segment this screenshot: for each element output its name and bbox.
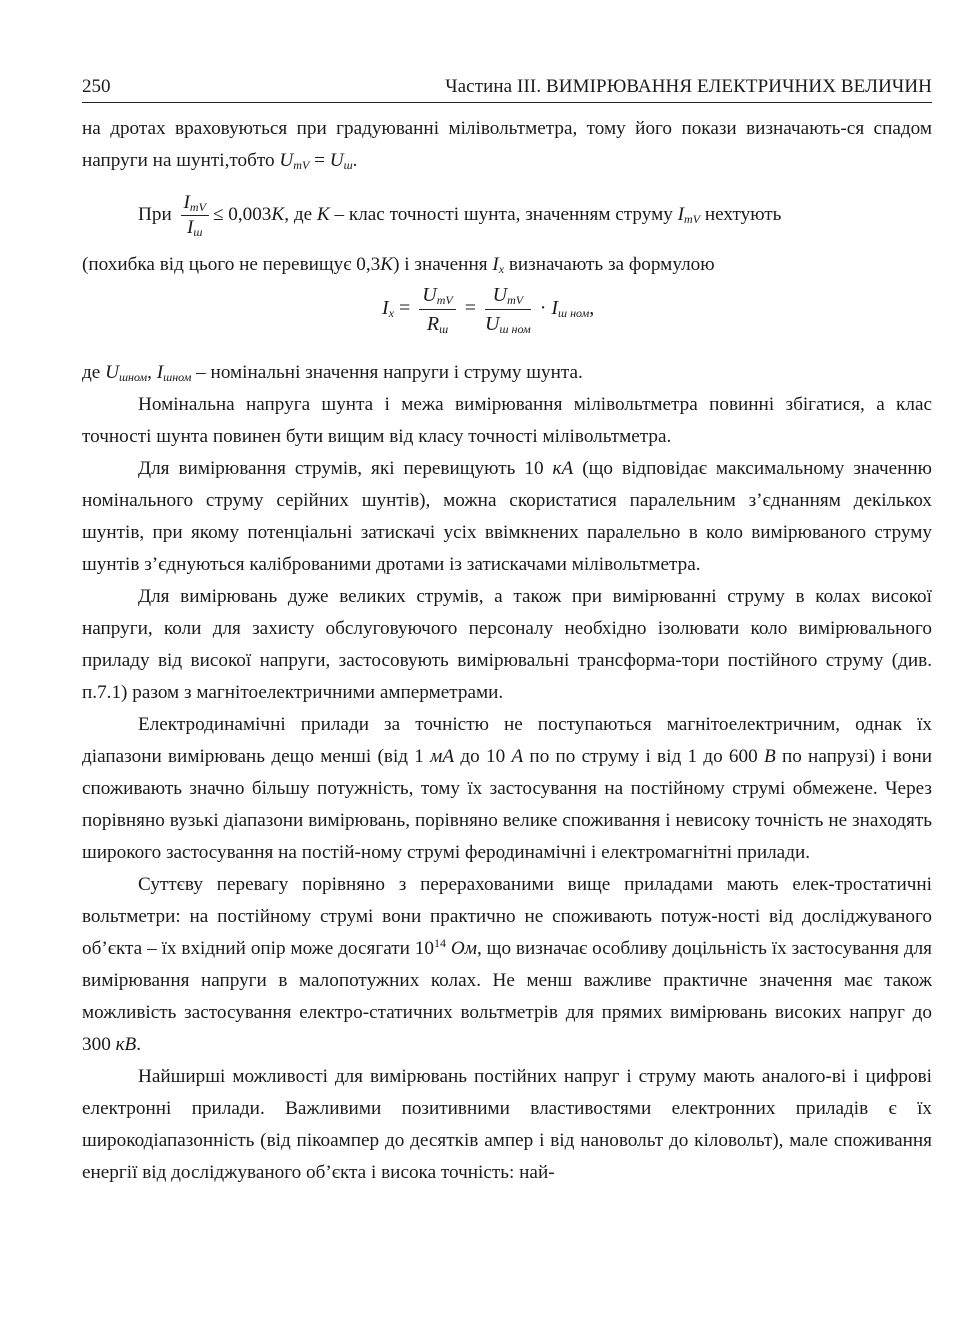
condition-fraction: $\frac{I_{mV}}{I_ш}$ <box>181 191 209 240</box>
paragraph-5: Для вимірювання струмів, які перевищують 10 кА (що відповідає максимальному значенню номінального струму серійних шунтів), можна скористатися паралельним з’єднанням декількох шунтів, при якому потенціальні затискачі усіх ввімкнених паралельно в коло вимірюваного струму шунтів з’єднуються каліброваними дротами із затискачами мілівольтметра. <box>82 458 932 575</box>
paragraph-8: Суттєву перевагу порівняно з перерахованими вище приладами мають елек-тростатичні вольтметри: на постійному струмі вони практично не споживають потуж-ності від досліджуваного об’єкта – їх вхідний опір може досягати $10^{14}$ Ом, що визначає особливу доцільність їх застосування для вимірювання напруги в малопотужних колах. Не менш важливе практичне значення має також можливість застосування електро-статичних вольтметрів для прямих вимірювань високих напруг до 300 кВ. <box>82 874 933 1055</box>
fraction-1: $\frac{U_{mV}}{R_ш}$ <box>419 281 455 338</box>
paragraph-2: (похибка від цього не перевищує 0,3K) і значення $I_x$ визначають за формулою <box>82 254 715 276</box>
page-number: 250 <box>82 76 111 97</box>
paragraph-6: Для вимірювань дуже великих струмів, а також при вимірюванні струму в колах високої напруги, коли для захисту обслуговуючого персоналу необхідно ізолювати коло вимірювального приладу від високої напруги, застосовують вимірювальні трансформа-тори постійного струму (див. п.7.1) разом з магнітоелектричними амперметрами. <box>82 586 932 703</box>
paragraph-9: Найширші можливості для вимірювань постійних напруг і струму мають аналого-ві і цифрові електронні прилади. Важливими позитивними властивостями електронних приладів є їх широкодіапазонність (від пікоампер до десятків ампер і від нановольт до кіловольт), мале споживання енергії від досліджуваного об’єкта і висока точність: най- <box>82 1066 932 1183</box>
paragraph-7: Електродинамічні прилади за точністю не поступаються магнітоелектричним, однак їх діапазони вимірювань дещо менші (від 1 мА до 10 А по по струму і від 1 до 600 В по напрузі) і вони споживають значно більшу потужність, тому їх застосування на постійному струмі обмежене. Через порівняно вузькі діапазони вимірювань, порівняно велике споживання і невисоку точність не знаходять широкого застосування на постій-ному струмі феродинамічні і електромагнітні прилади. <box>82 714 932 863</box>
document-page <box>82 0 932 1332</box>
running-title: Частина ІІІ. ВИМІРЮВАННЯ ЕЛЕКТРИЧНИХ ВЕЛИЧИН <box>445 76 932 97</box>
fraction-2: $\frac{U_{mV}}{U_{ш ном}}$ <box>485 281 531 338</box>
page-header <box>82 76 932 103</box>
paragraph-4: Номінальна напруга шунта і межа вимірювання мілівольтметра повинні збігатися, а клас точності шунта повинен бути вищим від класу точності мілівольтметра. <box>82 394 932 447</box>
condition-line: При $\frac{I_{mV}}{I_ш}$ ≤ 0,003K, де K – клас точності шунта, значенням струму $I_{mV}$ нехтують <box>138 192 782 239</box>
paragraph-3: де $U_{шном}$, $I_{шном}$ – номінальні значення напруги і струму шунта. <box>82 362 583 384</box>
paragraph-1: на дротах враховуються при градуюванні мілівольтметра, тому його покази визначають-ся спадом напруги на шунті,тобто $U_{mV} = U_ш$. <box>82 118 932 172</box>
formula-ix: $I_x$ = $\frac{U_{mV}}{R_ш}$ = $\frac{U_{mV}}{U_{ш ном}}$ · $I_{ш ном}$, <box>82 281 932 357</box>
body-text <box>82 113 932 1189</box>
